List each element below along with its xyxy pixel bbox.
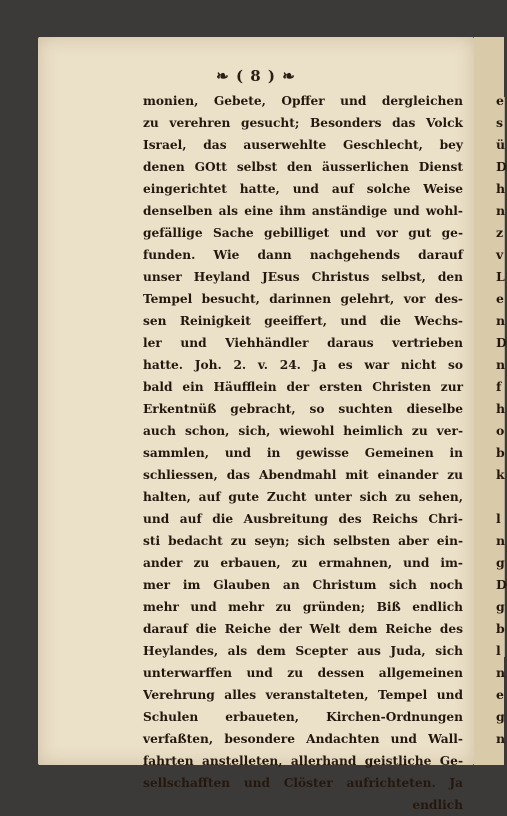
adjacent-page-letter: h [496,181,506,196]
text-line: sti bedacht zu seyn; sich selbsten aber ein- [143,534,463,548]
adjacent-page-letter: b [496,621,505,636]
adjacent-page-letter: n [496,203,506,218]
adjacent-page-letter: e [496,93,504,108]
text-line: monien, Gebete, Opffer und dergleichen [143,94,463,108]
text-line: Heylandes, als dem Scepter aus Juda, sich [143,644,463,658]
text-line: bald ein Häufflein der ersten Christen zur [143,380,463,394]
text-line: auch schon, sich, wiewohl heimlich zu ver- [143,424,463,438]
adjacent-page-text [474,90,507,750]
adjacent-page-letter: z [496,225,504,240]
body-text [143,90,463,816]
adjacent-page-letter: f [496,379,502,394]
text-line: schliessen, das Abendmahl mit einander zu [143,468,463,482]
adjacent-page-letter: n [496,665,506,680]
text-line: sammlen, und in gewisse Gemeinen in [143,446,463,460]
adjacent-page-letter: ü [496,137,506,152]
adjacent-page-letter: s [496,115,504,130]
adjacent-page-letter: h [496,401,506,416]
book-page [38,37,474,812]
adjacent-page-letter: n [496,313,506,328]
adjacent-page-letter: b [496,445,505,460]
page-header: ❧ ( 8 ) ❧ [216,67,296,85]
text-line: fahrten anstelleten, allerhand geistliche Ge- [143,754,463,768]
adjacent-page-edge [474,37,507,765]
text-line: Tempel besucht, darinnen gelehrt, vor des- [143,292,463,306]
adjacent-page-letter: e [496,291,504,306]
text-line: Schulen erbaueten, Kirchen-Ordnungen [143,710,463,724]
adjacent-page-letter: l [496,511,501,526]
adjacent-page-letter: l [496,643,501,658]
adjacent-page-letter: n [496,533,506,548]
text-line: mehr und mehr zu gründen; Biß endlich [143,600,463,614]
text-line: Erkentnüß gebracht, so suchten dieselbe [143,402,463,416]
text-line: darauf die Reiche der Welt dem Reiche des [143,622,463,636]
adjacent-page-letter: o [496,423,505,438]
adjacent-page-letter: g [496,599,505,614]
adjacent-page-letter: g [496,709,505,724]
adjacent-page-letter: n [496,731,506,746]
text-line: eingerichtet hatte, und auf solche Weise [143,182,463,196]
text-line: mer im Glauben an Christum sich noch [143,578,463,592]
text-line: funden. Wie dann nachgehends darauf [143,248,463,262]
adjacent-page-letter: n [496,357,506,372]
adjacent-page-letter [474,486,507,508]
text-line: unser Heyland JEsus Christus selbst, den [143,270,463,284]
text-line: denen GOtt selbst den äusserlichen Dienst [143,160,463,174]
adjacent-page-letter: v [496,247,504,262]
text-line: unterwarffen und zu dessen allgemeinen [143,666,463,680]
text-line: halten, auf gute Zucht unter sich zu sehen, [143,490,463,504]
text-line: sellschafften und Clöster aufrichteten. Ja [143,776,463,790]
text-line: endlich [412,798,463,812]
text-line: Israel, das auserwehlte Geschlecht, bey [143,138,463,152]
text-line: ander zu erbauen, zu ermahnen, und im- [143,556,463,570]
text-line: verfaßten, besondere Andachten und Wall- [143,732,463,746]
adjacent-page-letter: L [496,269,505,284]
adjacent-page-letter: k [496,467,505,482]
adjacent-page-letter: D [496,159,507,174]
text-line: zu verehren gesucht; Besonders das Volck [143,116,463,130]
adjacent-page-letter: D [496,335,507,350]
text-line: hatte. Joh. 2. v. 24. Ja es war nicht so [143,358,463,372]
adjacent-page-letter: e [496,687,504,702]
text-line: denselben als eine ihm anständige und wohl- [143,204,463,218]
text-line: gefällige Sache gebilliget und vor gut ge- [143,226,463,240]
text-line: und auf die Ausbreitung des Reichs Chri- [143,512,463,526]
text-line: Verehrung alles veranstalteten, Tempel und [143,688,463,702]
text-line: sen Reinigkeit geeiffert, und die Wechs- [143,314,463,328]
text-line: ler und Viehhändler daraus vertrieben [143,336,463,350]
adjacent-page-letter: g [496,555,505,570]
adjacent-page-letter: D [496,577,507,592]
